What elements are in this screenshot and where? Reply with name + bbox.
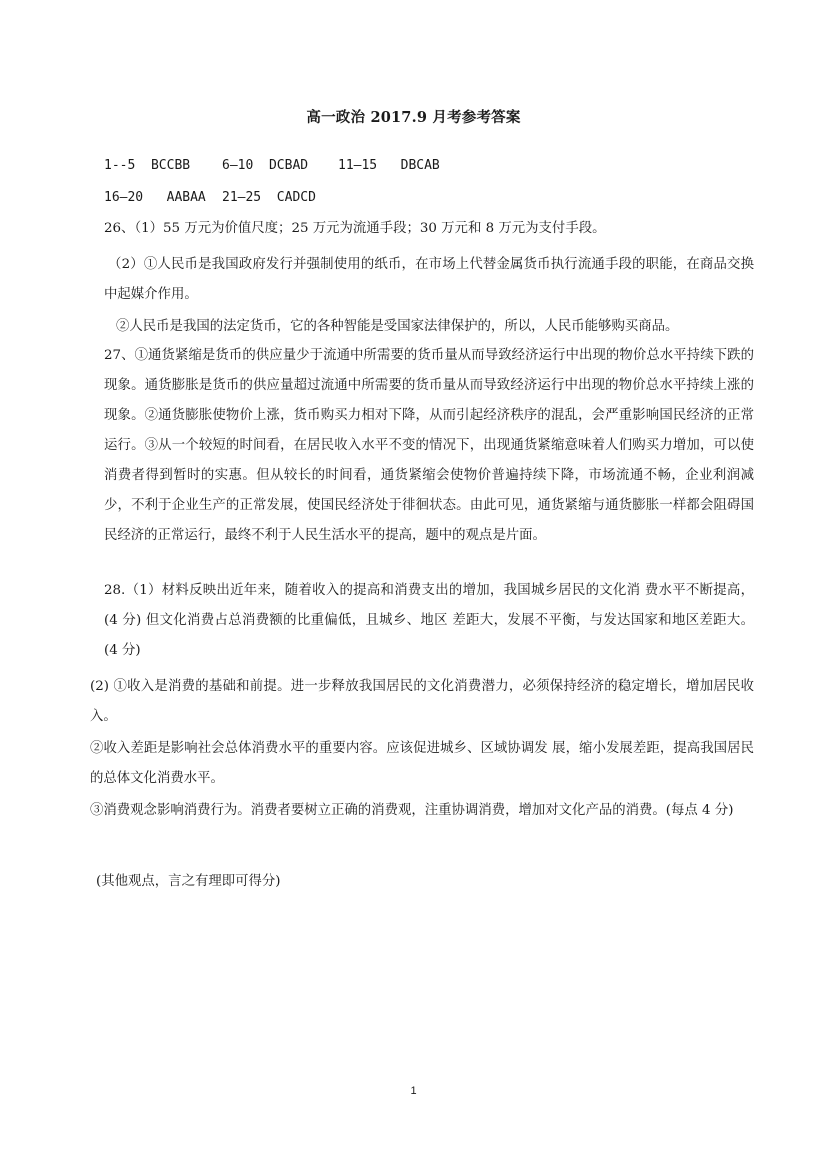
q27-answer — [104, 341, 754, 551]
answer-11-15: 11—15 DBCAB — [338, 158, 440, 173]
scoring-note: (其他观点，言之有理即可得分) — [96, 874, 281, 889]
page-title: 高一政治 2017.9 月考参考答案 — [306, 109, 521, 126]
page-number: 1 — [410, 1085, 417, 1097]
q28-part2-item3: ③消费观念影响消费行为。消费者要树立正确的消费观，注重协调消费，增加对文化产品的消费。(每点 4 分) — [90, 803, 734, 818]
q26-part2-item2: ②人民币是我国的法定货币，它的各种智能是受国家法律保护的，所以，人民币能够购买商品。 — [116, 319, 679, 334]
answer-16-20: 16—20 AABAA — [104, 190, 206, 205]
answer-1-5: 1--5 BCCBB — [104, 158, 191, 173]
q28-part1: 28.（1）材料反映出近年来，随着收入的提高和消费支出的增加，我国城乡居民的文化消 费水平不断提高，(4 分) 但文化消费占总消费额的比重偏低，且城乡、地区 差距大，发展不平衡，与发达国家和地区差距大。 (4 分) — [104, 583, 754, 658]
q26-part2: （2）①人民币是我国政府发行并强制使用的纸币，在市场上代替金属货币执行流通手段的职能，在商品交换中起媒介作用。 — [104, 257, 754, 302]
answer-6-10: 6—10 DCBAD — [222, 158, 309, 173]
q27-text: 27、①通货紧缩是货币的供应量少于流通中所需要的货币量从而导致经济运行中出现的物价总水平持续下跌的现象。通货膨胀是货币的供应量超过流通中所需要的货币量从而导致经济运行中出现的物价总水平持续上涨的现象。②通货膨胀使物价上涨，货币购买力相对下降，从而引起经济秩序的混乱，会严重影响国民经济的正常运行。③从一个较短的时间看，在居民收入水平不变的情况下，出现通货紧缩意味着人们购买力增加，可以使消费者得到暂时的实惠。但从较长的时间看，通货紧缩会使物价普遍持续下降，市场流通不畅，企业利润减少，不利于企业生产的正常发展，使国民经济处于徘徊状态。由此可见，通货紧缩与通货膨胀一样都会阻碍国民经济的正常运行，最终不利于人民生活水平的提高，题中的观点是片面。 — [104, 348, 754, 543]
answer-21-25: 21—25 CADCD — [222, 190, 316, 205]
q26-part1: 26、（1）55 万元为价值尺度；25 万元为流通手段；30 万元和 8 万元为支付手段。 — [104, 221, 606, 236]
q28-part2-item2: ②收入差距是影响社会总体消费水平的重要内容。应该促进城乡、区域协调发 展，缩小发展差距，提高我国居民的总体文化消费水平。 — [90, 741, 754, 786]
q28-part2: (2) ①收入是消费的基础和前提。进一步释放我国居民的文化消费潜力，必须保持经济的稳定增长，增加居民收入。 — [90, 679, 754, 724]
